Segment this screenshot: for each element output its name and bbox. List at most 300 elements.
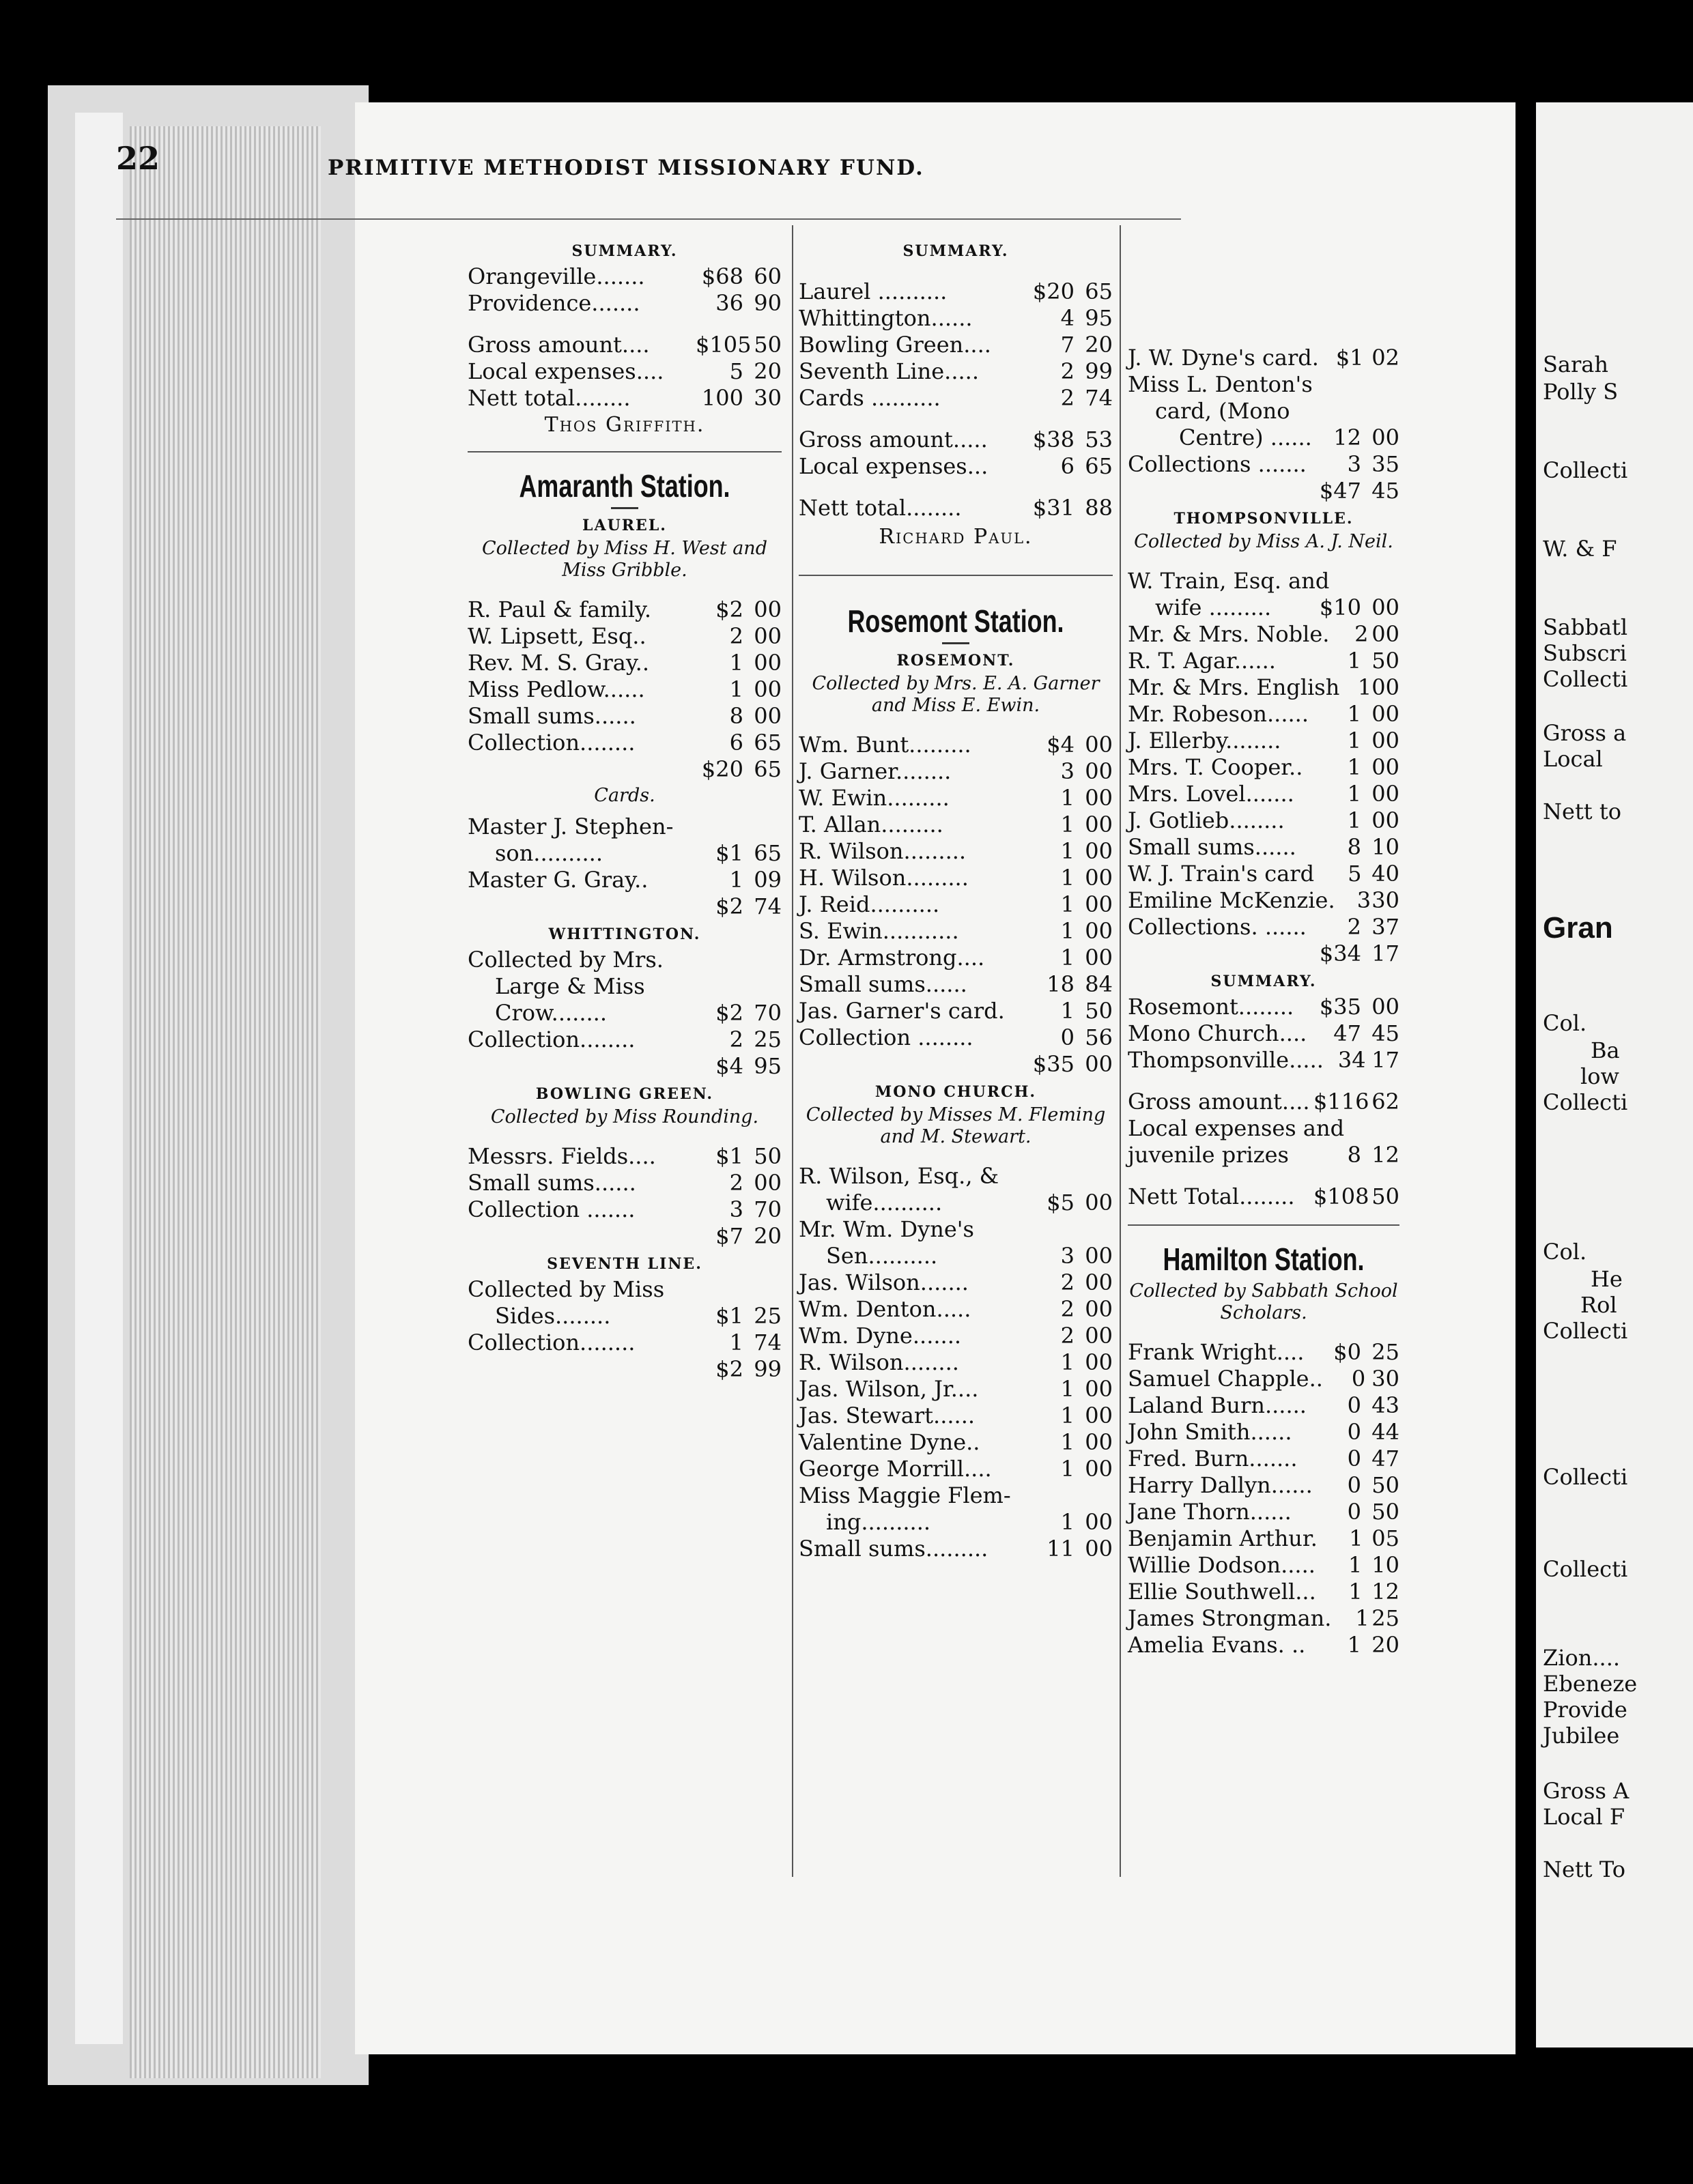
entry-label: Samuel Chapple.. [1128, 1366, 1323, 1392]
fragment-text: Collecti [1543, 1089, 1628, 1115]
list [799, 1163, 1113, 1562]
entry-label: Small sums......... [799, 1536, 988, 1562]
amount-cents: 00 [1371, 781, 1399, 807]
book-left-edge [48, 85, 369, 2085]
amount-dollars: 1 [1060, 891, 1075, 917]
entry-row [799, 278, 1113, 305]
section-heading: WHITTINGTON. [548, 925, 701, 943]
amount-cents: 05 [1371, 1525, 1399, 1551]
entry-label: Benjamin Arthur. [1128, 1525, 1318, 1551]
amount-dollars: 1 [1060, 998, 1075, 1024]
divider [799, 575, 1113, 576]
entry-row [1128, 1339, 1399, 1366]
list [799, 427, 1113, 480]
fragment-text: Gross A [1543, 1778, 1630, 1804]
entry-label: wife ......... [1155, 594, 1272, 620]
amount-cents: 25 [754, 1026, 782, 1052]
amount-cents: 45 [1371, 1020, 1399, 1046]
entry-label: J. Gotlieb........ [1128, 807, 1285, 833]
entry-label: Mr. Wm. Dyne's [799, 1216, 974, 1242]
entry-label: Miss Maggie Flem- [799, 1482, 1011, 1508]
entry-row [1128, 914, 1399, 940]
amount-dollars: 2 [1060, 385, 1075, 411]
amount-dollars: 7 [1060, 332, 1075, 358]
entry-label: Collection........ [468, 1330, 636, 1355]
entry-row [799, 1429, 1113, 1456]
amount-cents: 00 [1085, 1376, 1113, 1402]
amount-cents: 00 [1085, 1296, 1113, 1322]
amount-dollars: 1 [1060, 785, 1075, 811]
amount-dollars: 1 [1347, 728, 1361, 753]
amount-dollars: 3 [1347, 451, 1361, 477]
collectors-note: Collected by Sabbath School Scholars. [1129, 1280, 1398, 1323]
amount-dollars: 1 [1347, 781, 1361, 807]
entry-row [1128, 648, 1399, 674]
list [1128, 345, 1399, 478]
amount-cents: 90 [754, 290, 782, 316]
entry-label: Collection........ [468, 1026, 636, 1052]
amount-cents: 10 [1371, 834, 1399, 860]
entry-label: Wm. Dyne....... [799, 1323, 962, 1349]
amount-dollars: $2 [715, 1000, 743, 1026]
entry-label: R. Wilson........ [799, 1349, 959, 1375]
entry-row [799, 785, 1113, 811]
entry-row [1128, 834, 1399, 861]
entry-label: R. Wilson......... [799, 838, 967, 864]
fragment-text: Ba [1591, 1037, 1620, 1063]
fragment-text: Local [1543, 746, 1603, 772]
entry-label: T. Allan......... [799, 811, 943, 837]
entry-row [1128, 1142, 1399, 1168]
section-heading: BOWLING GREEN. [535, 1085, 714, 1103]
entry-row [1128, 398, 1399, 425]
amount-dollars: 1 [1060, 945, 1075, 971]
amount-cents: 00 [1085, 1509, 1113, 1535]
entry-label: R. T. Agar...... [1128, 648, 1276, 674]
entry-row [799, 1323, 1113, 1349]
amount-cents: 00 [1371, 807, 1399, 833]
fragment-text: Subscri [1543, 640, 1627, 666]
total-row: $20 65 [701, 756, 782, 782]
entry-row [1128, 345, 1399, 371]
entry-label: Collected by Miss [468, 1276, 665, 1302]
fragment-text: Collecti [1543, 666, 1628, 692]
entry-row [1128, 861, 1399, 887]
amount-dollars: 2 [729, 1026, 743, 1052]
entry-row [799, 1269, 1113, 1296]
section-heading: SUMMARY. [902, 242, 1009, 260]
entry-label: Bowling Green.... [799, 332, 991, 358]
entry-row [1128, 371, 1399, 398]
entry-row [799, 1482, 1113, 1509]
amount-cents: 25 [1371, 1339, 1399, 1365]
top-rule [116, 218, 1181, 220]
entry-label: Wm. Denton..... [799, 1296, 971, 1322]
amount-cents: 00 [1085, 811, 1113, 837]
amount-dollars: 1 [1060, 838, 1075, 864]
amount-dollars: $4 [1047, 732, 1075, 758]
entry-row [468, 1196, 782, 1223]
list [1128, 1339, 1399, 1658]
total-row: $2 99 [715, 1356, 782, 1382]
amount-cents: 50 [1371, 648, 1399, 674]
entry-row [468, 947, 782, 973]
adjacent-page [1536, 102, 1693, 2048]
entry-row [1128, 1472, 1399, 1499]
amount-cents: 50 [1371, 1499, 1399, 1525]
total-row: $7 20 [715, 1223, 782, 1249]
section-heading: SEVENTH LINE. [547, 1255, 702, 1273]
fragment-text: He [1591, 1266, 1623, 1292]
amount-cents: 00 [1085, 865, 1113, 891]
list [468, 947, 782, 1053]
entry-label: Whittington...... [799, 305, 973, 331]
entry-row [468, 1330, 782, 1356]
entry-row [468, 358, 782, 385]
amount-dollars: $10 [1319, 594, 1361, 620]
fragment-text: Local F [1543, 1804, 1625, 1830]
amount-cents: 84 [1085, 971, 1113, 997]
entry-row [468, 1170, 782, 1196]
entry-row [799, 305, 1113, 332]
amount-cents: 00 [754, 650, 782, 676]
nett-row: Nett total........ $31 88 [799, 495, 1113, 521]
signature: Richard Paul. [879, 525, 1033, 549]
amount-dollars: 34 [1337, 1047, 1366, 1073]
entry-row [799, 1024, 1113, 1051]
amount-cents: 00 [1085, 1269, 1113, 1295]
amount-dollars: 0 [1347, 1446, 1361, 1471]
amount-cents: 00 [1085, 1323, 1113, 1349]
amount-cents: 65 [754, 840, 782, 866]
entry-row [468, 840, 782, 867]
entry-label: Collection........ [468, 730, 636, 756]
amount-cents: 70 [754, 1000, 782, 1026]
entry-row [1128, 807, 1399, 834]
entry-row [799, 1349, 1113, 1376]
amount-dollars: 1 [1347, 701, 1361, 727]
entry-label: juvenile prizes [1128, 1142, 1289, 1168]
entry-row [1128, 1446, 1399, 1472]
amount-dollars: 2 [729, 623, 743, 649]
fragment-text: Collecti [1543, 457, 1628, 483]
fragment-text: low [1580, 1063, 1619, 1089]
entry-label: Master G. Gray.. [468, 867, 649, 893]
entry-row [799, 918, 1113, 945]
amount-dollars: 2 [1060, 1323, 1075, 1349]
entry-label: Seventh Line..... [799, 358, 980, 384]
amount-dollars: 2 [729, 1170, 743, 1196]
amount-dollars: 1 [1060, 1429, 1075, 1455]
amount-dollars: 1 [1347, 648, 1361, 674]
entry-label: George Morrill.... [799, 1456, 992, 1482]
entry-label: R. Wilson, Esq., & [799, 1163, 999, 1189]
entry-label: John Smith...... [1128, 1419, 1292, 1445]
amount-dollars: 1 [729, 650, 743, 676]
amount-dollars: 8 [729, 703, 743, 729]
amount-cents: 40 [1371, 861, 1399, 887]
amount-cents: 00 [1085, 1349, 1113, 1375]
column-2 [799, 239, 1113, 1562]
entry-row [799, 1163, 1113, 1190]
amount-cents: 00 [1371, 621, 1399, 647]
entry-row [1128, 1047, 1399, 1074]
entry-label: R. Paul & family. [468, 597, 652, 622]
amount-cents: 35 [1371, 451, 1399, 477]
entry-label: Miss Pedlow...... [468, 676, 645, 702]
amount-dollars: 12 [1333, 425, 1361, 450]
amount-cents: 00 [754, 623, 782, 649]
station-heading: Hamilton Station. [1163, 1241, 1365, 1277]
amount-dollars: 1 [729, 1330, 743, 1355]
entry-row [799, 332, 1113, 358]
entry-label: Mono Church.... [1128, 1020, 1307, 1046]
amount-cents: 50 [754, 332, 782, 358]
collectors-note: Collected by Miss H. West and Miss Gribble. [482, 538, 767, 581]
page-number: 22 [116, 140, 160, 177]
amount-cents: 70 [754, 1196, 782, 1222]
entry-label: Valentine Dyne.. [799, 1429, 980, 1455]
entry-row [1128, 754, 1399, 781]
list [1128, 1089, 1399, 1168]
amount-dollars: 3 [729, 1196, 743, 1222]
entry-label: J. Ellerby........ [1128, 728, 1281, 753]
amount-cents: 00 [754, 597, 782, 622]
section-heading: Cards. [594, 785, 655, 806]
entry-label: Mrs. T. Cooper.. [1128, 754, 1303, 780]
entry-label: Fred. Burn....... [1128, 1446, 1298, 1471]
amount-cents: 00 [1371, 594, 1399, 620]
entry-label: Laurel .......... [799, 278, 948, 304]
entry-label: Jas. Stewart...... [799, 1403, 976, 1428]
amount-dollars: 2 [1354, 621, 1369, 647]
entry-row [799, 1243, 1113, 1269]
entry-label: wife.......... [826, 1190, 943, 1216]
entry-row [468, 676, 782, 703]
entry-row [1128, 1632, 1399, 1658]
entry-label: Messrs. Fields.... [468, 1143, 656, 1169]
amount-dollars: 2 [1060, 1296, 1075, 1322]
amount-cents: 37 [1371, 914, 1399, 940]
amount-dollars: 1 [729, 676, 743, 702]
entry-label: Dr. Armstrong.... [799, 945, 985, 971]
entry-row [1128, 674, 1399, 701]
amount-dollars: 2 [1060, 358, 1075, 384]
amount-cents: 00 [1085, 1536, 1113, 1562]
nett-row: Nett Total........ $108 50 [1128, 1183, 1399, 1209]
amount-cents: 12 [1371, 1142, 1399, 1168]
amount-cents: 00 [1085, 945, 1113, 971]
entry-label: Collection ....... [468, 1196, 636, 1222]
entry-label: Gross amount.... [468, 332, 650, 358]
entry-label: Cards .......... [799, 385, 941, 411]
entry-label: Centre) ...... [1179, 425, 1312, 450]
list [1128, 568, 1399, 940]
entry-row [799, 358, 1113, 385]
amount-dollars: $68 [701, 263, 743, 289]
entry-row [799, 1509, 1113, 1536]
amount-dollars: $38 [1032, 427, 1075, 452]
entry-label: Sen.......... [826, 1243, 938, 1269]
entry-label: James Strongman. [1128, 1605, 1332, 1631]
amount-dollars: 1 [1347, 807, 1361, 833]
entry-row [468, 867, 782, 893]
entry-label: J. Garner........ [799, 758, 952, 784]
entry-label: Small sums...... [468, 703, 636, 729]
entry-label: Mr. & Mrs. Noble. [1128, 621, 1330, 647]
column-1 [468, 239, 782, 1385]
entry-label: Miss L. Denton's [1128, 371, 1313, 397]
amount-cents: 50 [754, 1143, 782, 1169]
amount-cents: 53 [1085, 427, 1113, 452]
entry-row [468, 290, 782, 317]
entry-row [468, 623, 782, 650]
fragment-text: Polly S [1543, 379, 1619, 405]
entry-label: W. J. Train's card [1128, 861, 1315, 887]
entry-row [1128, 1499, 1399, 1525]
entry-row [468, 650, 782, 676]
entry-label: Gross amount..... [799, 427, 988, 452]
fragment-text: Collecti [1543, 1556, 1628, 1582]
amount-cents: 00 [1371, 674, 1399, 700]
entry-label: Collections ....... [1128, 451, 1307, 477]
amount-dollars: $20 [1032, 278, 1075, 304]
entry-row [468, 973, 782, 1000]
entry-row [1128, 1605, 1399, 1632]
collectors-note: Collected by Miss A. J. Neil. [1134, 531, 1393, 552]
entry-label: Thompsonville..... [1128, 1047, 1324, 1073]
amount-cents: 44 [1371, 1419, 1399, 1445]
entry-row [799, 1216, 1113, 1243]
list [468, 814, 782, 893]
section-heading: SUMMARY. [1210, 973, 1317, 990]
entry-row [1128, 1579, 1399, 1605]
amount-dollars: 1 [1348, 1579, 1363, 1605]
total-row: $47 45 [1319, 478, 1399, 504]
amount-dollars: $0 [1333, 1339, 1361, 1365]
signature: Thos Griffith. [544, 413, 705, 437]
list [799, 732, 1113, 1051]
entry-label: Master J. Stephen- [468, 814, 674, 839]
entry-row [1128, 728, 1399, 754]
entry-label: Emiline McKenzie. [1128, 887, 1335, 913]
amount-dollars: 0 [1351, 1366, 1366, 1392]
entry-row [799, 1376, 1113, 1403]
amount-cents: 00 [1085, 1190, 1113, 1216]
amount-dollars: 1 [1060, 811, 1075, 837]
amount-dollars: $1 [715, 840, 743, 866]
entry-row [468, 1026, 782, 1053]
list [468, 1276, 782, 1356]
entry-row [799, 427, 1113, 453]
entry-row [1128, 568, 1399, 594]
entry-row [1128, 594, 1399, 621]
entry-row [468, 703, 782, 730]
book-cover [75, 113, 123, 2044]
entry-row [468, 385, 782, 412]
amount-cents: 50 [1371, 1472, 1399, 1498]
entry-row [1128, 701, 1399, 728]
column-3 [1128, 345, 1399, 1658]
fragment-text: Gross a [1543, 720, 1627, 746]
entry-row [1128, 451, 1399, 478]
amount-dollars: 2 [1347, 914, 1361, 940]
amount-cents: 00 [1085, 1456, 1113, 1482]
amount-cents: 00 [1085, 1403, 1113, 1428]
entry-label: Mr. & Mrs. English [1128, 674, 1340, 700]
entry-row [1128, 1392, 1399, 1419]
amount-dollars: 1 [1348, 1552, 1363, 1578]
amount-cents: 17 [1371, 1047, 1399, 1073]
amount-dollars: 0 [1347, 1419, 1361, 1445]
amount-dollars: 4 [1060, 305, 1075, 331]
amount-dollars: 3 [1060, 1243, 1075, 1269]
entry-row [1128, 425, 1399, 451]
total-row: $35 00 [1032, 1051, 1113, 1077]
amount-dollars: 6 [1060, 453, 1075, 479]
amount-dollars: 5 [1348, 861, 1362, 887]
amount-cents: 74 [1085, 385, 1113, 411]
entry-row [1128, 887, 1399, 914]
fragment-text: Ebeneze [1543, 1671, 1638, 1697]
entry-label: H. Wilson......... [799, 865, 969, 891]
amount-cents: 99 [1085, 358, 1113, 384]
entry-row [799, 1403, 1113, 1429]
amount-cents: 25 [754, 1303, 782, 1329]
entry-label: Local expenses.... [468, 358, 664, 384]
entry-row [468, 730, 782, 756]
amount-dollars: 5 [729, 358, 743, 384]
entry-label: J. W. Dyne's card. [1128, 345, 1319, 371]
amount-cents: 10 [1371, 1552, 1399, 1578]
amount-cents: 00 [1371, 754, 1399, 780]
amount-dollars: $2 [715, 597, 743, 622]
amount-dollars: 1 [729, 867, 743, 893]
station-heading: Amaranth Station. [519, 468, 730, 504]
amount-cents: 60 [754, 263, 782, 289]
entry-label: Local expenses... [799, 453, 988, 479]
fragment-text: Collecti [1543, 1318, 1628, 1344]
entry-label: W. Ewin......... [799, 785, 950, 811]
entry-row [799, 865, 1113, 891]
entry-label: Large & Miss [495, 973, 645, 999]
fragment-text: Jubilee [1543, 1723, 1620, 1749]
list [799, 278, 1113, 412]
fragment-text: Nett to [1543, 799, 1621, 824]
entry-label: son.......... [495, 840, 603, 866]
amount-dollars: 100 [701, 385, 743, 411]
section-heading: LAUREL. [582, 517, 667, 534]
amount-dollars: 2 [1060, 1269, 1075, 1295]
entry-row [468, 1276, 782, 1303]
total-row: $2 74 [715, 893, 782, 919]
amount-dollars: 1 [1349, 1525, 1363, 1551]
amount-cents: 25 [1371, 1605, 1399, 1631]
entry-row [468, 814, 782, 840]
amount-dollars: 1 [1060, 1403, 1075, 1428]
amount-dollars: 1 [1060, 865, 1075, 891]
amount-dollars: $5 [1047, 1190, 1075, 1216]
entry-label: Wm. Bunt......... [799, 732, 971, 758]
entry-row [1128, 781, 1399, 807]
amount-dollars: 1 [1357, 674, 1372, 700]
entry-row [1128, 621, 1399, 648]
entry-label: Frank Wright.... [1128, 1339, 1305, 1365]
column-divider [1120, 225, 1121, 1877]
amount-cents: 95 [1085, 305, 1113, 331]
entry-row [1128, 1020, 1399, 1047]
fragment-text: Rol [1580, 1292, 1617, 1318]
